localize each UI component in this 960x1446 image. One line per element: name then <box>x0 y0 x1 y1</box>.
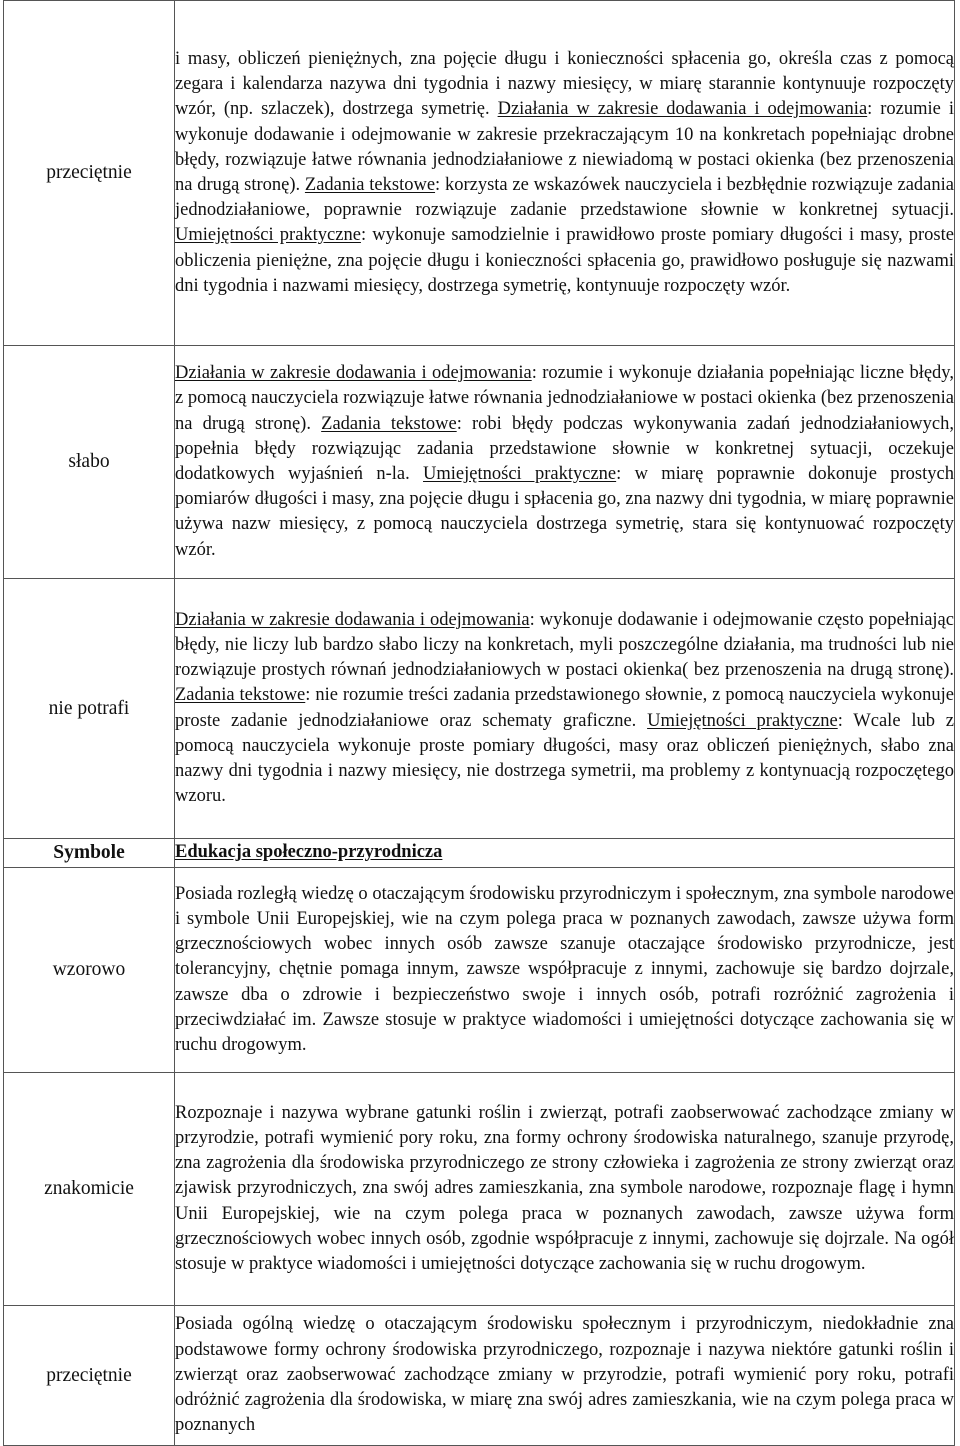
description-text: : Wcale lub z pomocą nauczyciela wykonuje proste pomiary długości, masy oraz obliczeń pieniężnych, słabo zna nazwy dni tygodnia i nazwy miesięcy, nie dostrzega symetrii, ma problemy z kontynuacją rozpoczętego wzoru. <box>175 710 954 807</box>
table-row <box>4 839 955 868</box>
description-text: : robi błędy podczas wykonywania zadań jednodziałaniowych, popełnia błędy rozwiązując zadania przedstawione słownie w konkretnej sytuacji, oczekuje dodatkowych wyjaśnień n-la. <box>175 413 954 484</box>
description-text: : rozumie i wykonuje działania popełniając liczne błędy, z pomocą nauczyciela rozwiązuje łatwe równania jednodziałaniowe w postaci okienka (bez przenoszenia na drugą stronę). <box>175 363 954 434</box>
description-text: : nie rozumie treści zadania przedstawionego słownie, z pomocą nauczyciela wykonuje proste zadanie jednodziałaniowe oraz schematy graficzne. <box>175 685 954 731</box>
criterion-heading: Działania w zakresie dodawania i odejmowania <box>175 609 530 630</box>
table-row <box>4 1306 955 1446</box>
grade-level-label: słabo <box>4 346 175 579</box>
grade-description <box>175 1306 955 1446</box>
criterion-heading: Umiejętności praktyczne <box>423 464 617 484</box>
criterion-heading: Działania w zakresie dodawania i odejmowania <box>497 99 868 120</box>
table-row <box>4 579 955 839</box>
criterion-heading: Umiejętności praktyczne <box>175 225 361 246</box>
criterion-heading: Działania w zakresie dodawania i odejmowania <box>175 363 532 384</box>
table-row <box>4 868 955 1073</box>
table-row <box>4 346 955 579</box>
grade-description <box>175 1073 955 1306</box>
description-text: Posiada rozległą wiedzę o otaczającym środowisku przyrodniczym i społecznym, zna symbole narodowe i symbole Unii Europejskiej, wie na czym polega praca w poznanych zawodach, zawsze używa form grzecznościowych wobec innych osób zawsze szanuje otaczające środowisko przyrodnicze, jest tolerancyjny, chętnie pomaga innym, zawsze współpracuje z innymi, zachowuje się bardzo dojrzale, zawsze dba o zdrowie i bezpieczeństwo swoje i innych osób, potrafi rozróżnić zagrożenia i przeciwdziałać im. Zawsze stosuje w praktyce wiadomości i umiejętności dotyczące zachowania się w ruchu drogowym. <box>175 883 954 1055</box>
description-text: i masy, obliczeń pieniężnych, zna pojęcie długu i konieczności spłacenia go, określa czas z pomocą zegara i kalendarza nazywa dni tygodnia i nazwy miesięcy, w miarę starannie kontynuuje rozpoczęty wzór, (np. szlaczek), dostrzega symetrię. <box>175 48 954 120</box>
description-text: Posiada ogólną wiedzę o otaczającym środowisku społecznym i przyrodniczym, niedokładnie zna podstawowe formy ochrony środowiska przyrodniczego, rozpoznaje i nazywa niektóre gatunki roślin i zwierząt oraz zaobserwować zachodzące zmiany w przyrodzie, potrafi wymienić pory roku, potrafi odróżnić zagrożenia dla środowiska, w miarę zna swój adres zamieszkania, wie na czym polega praca w poznanych <box>175 1314 954 1436</box>
grade-description <box>175 1 955 346</box>
grade-level-label: przeciętnie <box>4 1306 175 1446</box>
grading-criteria-table <box>3 0 955 1446</box>
criterion-heading: Zadania tekstowe <box>304 175 436 195</box>
description-text: : wykonuje dodawanie i odejmowanie często popełniając błędy, nie liczy lub bardzo słabo liczy na konkretach, myli poszczególne działania, ma trudności lub nie rozwiązuje prostych równań jednodziałaniowych w postaci okienka( bez przenoszenia na drugą stronę). <box>175 609 954 681</box>
description-text: : rozumie i wykonuje dodawanie i odejmowanie w zakresie przekraczającym 10 na konkretach popełniając drobne błędy, rozwiązuje łatwe równania jednodziałaniowe z niewiadomą w postaci okienka (bez przenoszenia na drugą stronę). <box>175 99 954 195</box>
grade-description <box>175 839 955 868</box>
table-row <box>4 1 955 346</box>
criterion-heading: Zadania tekstowe <box>321 413 457 434</box>
grade-level-label: przeciętnie <box>4 1 175 346</box>
grade-level-label: wzorowo <box>4 868 175 1073</box>
grade-description <box>175 579 955 839</box>
grade-level-label: Symbole <box>4 839 175 868</box>
description-text: : korzysta ze wskazówek nauczyciela i bezbłędnie rozwiązuje zadania jednodziałaniowe, poprawnie rozwiązuje zadanie przedstawione słownie w konkretnej sytuacji. <box>175 175 954 221</box>
description-text: : w miarę poprawnie dokonuje prostych pomiarów długości i masy, zna pojęcie długu i spłacenia go, zna nazwy dni tygodnia, w miarę poprawnie używa nazw miesięcy, z pomocą nauczyciela dostrzega symetrię, stara się kontynuować rozpoczęty wzór. <box>175 464 954 560</box>
table-row <box>4 1073 955 1306</box>
description-text: : wykonuje samodzielnie i prawidłowo proste pomiary długości i masy, proste obliczenia pieniężne, zna pojęcie długu i konieczności spłacenia go, prawidłowo posługuje się nazwami dni tygodnia i nazwami miesięcy, dostrzega symetrię, kontynuuje rozpoczęty wzór. <box>175 225 954 296</box>
grade-level-label: znakomicie <box>4 1073 175 1306</box>
criterion-heading: Umiejętności praktyczne <box>647 710 838 731</box>
grade-description <box>175 346 955 579</box>
section-heading: Edukacja społeczno-przyrodnicza <box>175 842 443 863</box>
criterion-heading: Zadania tekstowe <box>175 685 306 706</box>
grade-level-label: nie potrafi <box>4 579 175 839</box>
description-text: Rozpoznaje i nazywa wybrane gatunki roślin i zwierząt, potrafi zaobserwować zachodzące zmiany w przyrodzie, potrafi wymienić pory roku, zna formy ochrony środowiska naturalnego, szanuje przyrodę, zna zagrożenia dla środowiska przyrodniczego ze strony człowieka i zagrożenia ze strony zwierząt oraz zjawisk przyrodniczych, zna swój adres zamieszkania, zna symbole narodowe, rozpoznaje flagę i hymn Unii Europejskiej, wie na czym polega praca w poznanych zawodach, zawsze używa form grzecznościowych wobec innych osób, zgodnie współpracuje z innymi, zachowuje się dojrzale. Na ogół stosuje w praktyce wiadomości i umiejętności dotyczące zachowania się w ruchu drogowym. <box>175 1102 954 1274</box>
grade-description <box>175 868 955 1073</box>
